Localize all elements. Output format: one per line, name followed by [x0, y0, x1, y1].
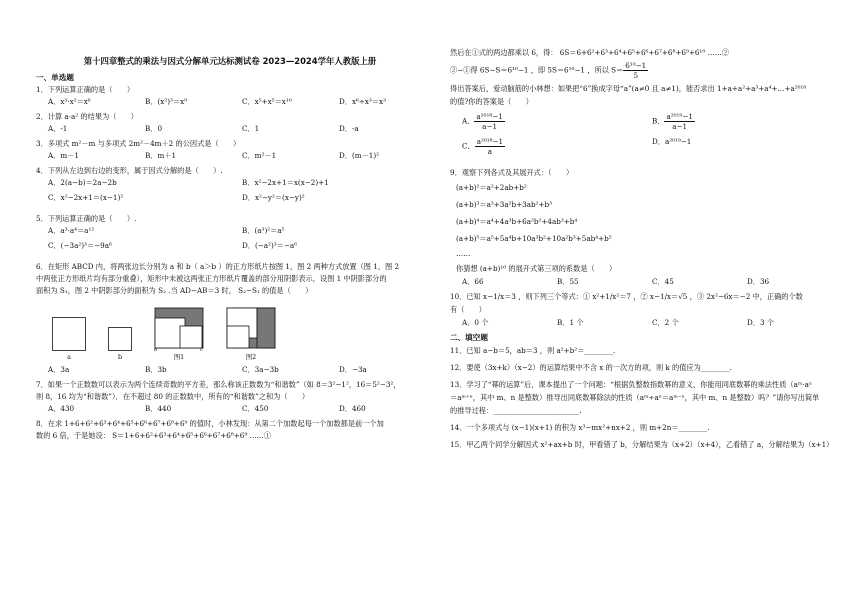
svg-text:C: C: [200, 347, 204, 352]
option-d[interactable]: D．(m－1)²: [339, 151, 380, 161]
question-5-options: [48, 226, 436, 256]
question-2-options: [48, 124, 436, 133]
option-c[interactable]: C．1: [242, 124, 260, 134]
question-6-line-1: 6．在矩形 ABCD 内，将两张边长分别为 a 和 b（ a＞b ）的正方形纸片按图 1，图 2 两种方式放置（图 1，图 2: [36, 262, 400, 272]
figure-1: B C 图1: [154, 307, 204, 361]
option-b[interactable]: B．1 个: [557, 318, 584, 327]
question-2-stem: 2．计算 a·a² 的结果为（ ）: [36, 112, 138, 122]
question-13-line-1: 13．学习了“幂的运算”后，课本提出了一个问题：“根据负整数指数幂的意义，你能用同底数幂的乘法性质（aᵐ·aⁿ: [450, 380, 812, 390]
question-11: 11．已知 a−b＝5，ab＝3 ，则 a²+b²＝________.: [450, 346, 616, 356]
question-9-stem: 9．观察下列各式及其展开式：（ ）: [450, 168, 574, 177]
question-10-line-1: 10．已知 x−1/x＝3 ，则下列三个等式：① x²+1/x²＝7 ，② x−1/x＝√5 ，③ 2x²−6x＝−2 中，正确的个数: [450, 292, 803, 301]
option-a[interactable]: A．0 个: [462, 318, 489, 327]
question-6-options: [48, 365, 436, 374]
option-d[interactable]: D．−3a: [339, 365, 367, 375]
right-column: [450, 44, 842, 453]
option-c[interactable]: C．m²－1: [242, 151, 277, 161]
expansion-2: (a+b)³＝a³+3a²b+3ab²+b³: [456, 200, 552, 209]
question-14: 14．一个多项式与 (x−1)(x+1) 的积为 x³−mx²+nx+2 ，则 m+2n＝________.: [450, 423, 710, 433]
option-a[interactable]: A．2(a−b)＝2a−2b: [48, 178, 117, 188]
option-b[interactable]: B．m＋1: [145, 151, 177, 161]
option-d[interactable]: D．3 个: [747, 318, 774, 327]
left-column: [36, 70, 436, 442]
q8-continued-line-4: 的值?你的答案是（ ）: [450, 97, 533, 106]
q8-continued-line-3: 得出答案后，爱动脑筋的小林想：如果把“6”换成字母“a”(a≠0 且 a≠1)，能否求出 1+a+a²+a³+a⁴+...+a²⁰¹⁸: [450, 84, 807, 93]
option-d[interactable]: D．x²−y²＝(x−y)²: [242, 193, 305, 203]
question-9-options: [462, 277, 842, 286]
question-10-line-2: 有（ ）: [450, 305, 486, 314]
square-a-figure: a: [52, 317, 86, 361]
q8-continued-line-1: 然后在①式的两边都乘以 6，得： 6S＝6+6²+6³+6⁴+6⁵+6⁶+6⁷+6⁸+6⁹+6¹⁰ ……②: [450, 48, 730, 57]
option-c[interactable]: C．45: [652, 277, 674, 286]
question-8-line-1: 8．在求 1+6+6²+6³+6⁴+6⁵+6⁶+6⁷+6⁸+6⁹ 的值时，小林发现：从第二个加数起每一个加数都是前一个加: [36, 419, 384, 429]
option-b[interactable]: B．55: [557, 277, 579, 286]
option-a[interactable]: A．-1: [48, 124, 68, 134]
option-d[interactable]: D．36: [747, 277, 770, 286]
option-b[interactable]: B．(a³)²＝a⁵: [242, 226, 285, 236]
option-d[interactable]: D．460: [339, 404, 366, 414]
option-c[interactable]: C．x⁵+x⁵＝x¹⁰: [242, 97, 292, 107]
option-b[interactable]: B．0: [145, 124, 163, 134]
option-c[interactable]: C．3a−3b: [242, 365, 279, 375]
question-7-line-2: 则 8，16 均为“和谐数”）．在不超过 80 的正数数中，所有的“和谐数”之和为（ ）: [36, 392, 310, 402]
option-b[interactable]: B．(x²)³＝x⁹: [145, 97, 188, 107]
option-c[interactable]: C．x²−2x+1＝(x−1)²: [48, 193, 124, 203]
question-15: 15．甲乙两个同学分解因式 x²+ax+b 时，甲看错了 b，分解结果为（x+2）（x+4），乙看错了 a，分解结果为（x+1）: [450, 440, 834, 450]
question-13-line-3: 的推导过程：________________________.: [450, 406, 582, 416]
question-6-line-3: 面积为 S₁，图 2 中阴影部分的面积为 S₂ .当 AD−AB＝3 时， S₂−S₁ 的值是（ ）: [36, 286, 313, 296]
question-6-line-2: 中两张正方形纸片均有部分重叠），矩形中未被这两张正方形纸片覆盖的部分用阴影表示，设图 1 中阴影部分的: [36, 274, 387, 284]
option-d[interactable]: D．-a: [339, 124, 359, 134]
option-a[interactable]: A． $\frac{\text{a²⁰¹⁸−1}}{a-1}$: [462, 112, 503, 131]
expansion-dots: ……: [456, 249, 471, 258]
question-4-options: [48, 178, 436, 208]
expansion-3: (a+b)⁴＝a⁴+4a³b+6a²b²+4ab³+b⁴: [456, 217, 578, 226]
question-7-options: [48, 404, 436, 413]
option-c[interactable]: C．2 个: [652, 318, 679, 327]
option-a[interactable]: A．3a: [48, 365, 70, 375]
expansion-4: (a+b)⁵＝a⁵+5a⁴b+10a³b²+10a²b³+5ab⁴+b⁵: [456, 234, 612, 243]
option-c[interactable]: C． $\frac{\text{a²⁰¹⁸−1}}{a}$: [462, 137, 504, 156]
square-b-figure: b: [108, 327, 132, 361]
question-5-stem: 5．下列运算正确的是（ ）.: [36, 214, 137, 224]
question-9-ask: 你猜想 (a+b)¹⁰ 的展开式第三项的系数是（ ）: [456, 264, 617, 273]
option-a[interactable]: A．66: [462, 277, 484, 286]
section-fill-in: 二、填空题: [450, 333, 488, 342]
svg-text:B: B: [154, 347, 157, 352]
option-b[interactable]: B． $\frac{\text{a²⁰¹⁹−1}}{a-1}$: [652, 112, 693, 131]
option-a[interactable]: A．430: [48, 404, 75, 414]
question-4-stem: 4．下列从左边到右边的变形，属于因式分解的是（ ）.: [36, 166, 223, 176]
option-d[interactable]: D．x⁶÷x³＝x³: [339, 97, 386, 107]
option-c[interactable]: C．(−3a²)³＝−9a⁶: [48, 241, 112, 251]
option-a[interactable]: A．m－1: [48, 151, 79, 161]
question-7-line-1: 7．如果一个正数数可以表示为两个连续奇数的平方差，那么称该正数数为“和谐数”（如 8＝3²−1²，16＝5²−3²，: [36, 380, 401, 390]
question-3-options: [48, 151, 436, 160]
section-single-choice: 一、单选题: [36, 73, 74, 82]
question-1-options: [48, 97, 436, 106]
question-8-line-2: 数的 6 倍，于是她设： S＝1+6+6²+6³+6⁴+6⁵+6⁶+6⁷+6⁸+6⁹ ……①: [36, 431, 272, 441]
option-d[interactable]: D．(−a²)³＝−a⁶: [242, 241, 298, 251]
option-a[interactable]: A．x³·x²＝x⁶: [48, 97, 91, 107]
question-1-stem: 1．下列运算正确的是（ ）: [36, 85, 135, 95]
expansion-1: (a+b)²＝a²+2ab+b²: [456, 183, 527, 192]
option-a[interactable]: A．a³·a⁴＝a¹²: [48, 226, 95, 236]
option-b[interactable]: B．x²−2x+1＝x(x−2)+1: [242, 178, 329, 188]
question-3-stem: 3．多项式 m²－m 与多项式 2m²－4m＋2 的公因式是（ ）: [36, 139, 241, 149]
option-c[interactable]: C．450: [242, 404, 269, 414]
question-12: 12．要使（3x+k）（x−2）的运算结果中不含 x 的一次方的项，则 k 的值应为________.: [450, 363, 732, 373]
question-8-options: [462, 112, 842, 162]
option-d[interactable]: D．a²⁰¹⁹−1: [652, 137, 692, 146]
option-b[interactable]: B．3b: [145, 365, 167, 375]
question-13-line-2: ＝aᵐ⁺ⁿ，其中 m、n 是整数）推导出同底数幂除法的性质（aᵐ÷aⁿ＝aᵐ⁻ⁿ，其中 m、n 是整数）吗？”请你写出简单: [450, 393, 820, 403]
option-b[interactable]: B．440: [145, 404, 172, 414]
figure-2: 图2: [226, 307, 276, 361]
page-title: 第十四章整式的乘法与因式分解单元达标测试卷 2023—2024学年人教版上册: [83, 56, 377, 66]
q8-continued-line-2: ②−①得 6S−S＝6¹⁰−1 ，即 5S＝6¹⁰−1 ，所以 S＝ $\frac{\text{6¹⁰−1}}{5}$: [450, 61, 647, 80]
question-10-options: [462, 318, 842, 327]
question-6-figures: [52, 301, 436, 361]
